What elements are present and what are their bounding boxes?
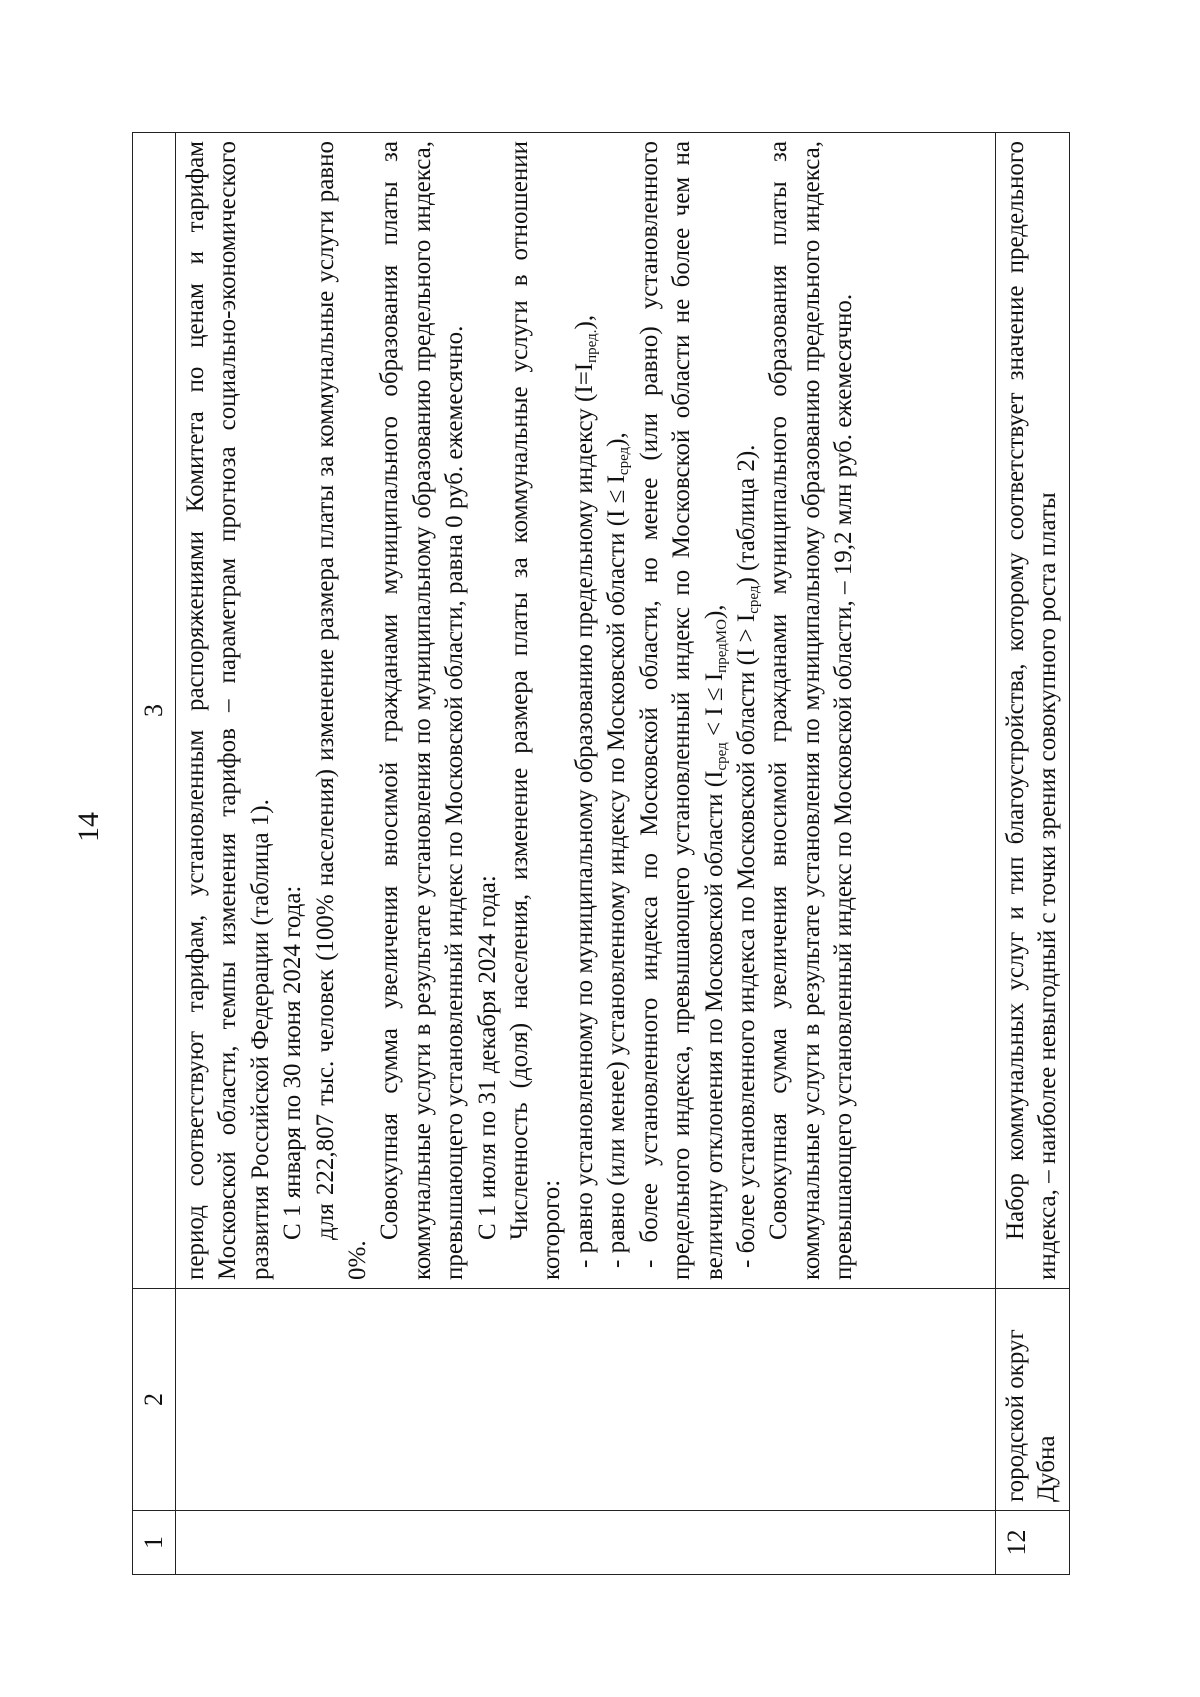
paragraph: Совокупная сумма увеличения вносимой гражданами муниципального образования платы за коммунальные услуги в результате установления по муниципальному образованию предельного индекса, превышающего установленный индекс по Московской области, равна 0 руб. ежемесячно. [376, 141, 469, 1280]
table-row [176, 133, 996, 1575]
municipality-name: городской округ Дубна [996, 1289, 1070, 1511]
document-table [132, 132, 1070, 1575]
row-text [996, 133, 1070, 1289]
paragraph: С 1 января по 30 июня 2024 года: [279, 885, 307, 1240]
paragraph: для 222,807 тыс. человек (100% населения) изменение размера платы за коммунальные услуги равно 0%. [311, 141, 372, 1280]
list-item: - более установленного индекса по Московской области $(I > I_{сред})$ (таблица 2). [732, 444, 762, 1268]
table-row [996, 133, 1070, 1575]
paragraph: Набор коммунальных услуг и тип благоустройства, которому соответствует значение предельного индекса, – наиболее невыгодный с точки зрения совокупного роста платы [1002, 141, 1062, 1280]
row-number: 12 [996, 1511, 1070, 1575]
paragraph: период соответствуют тарифам, установленным распоряжениями Комитета по ценам и тарифам Московской области, темпы изменения тарифов – параметрам прогноза социально-экономического развития Российской Федерации (таблица 1). [182, 141, 274, 1280]
paragraph: С 1 июля по 31 декабря 2024 года: [473, 875, 501, 1240]
list-item: - равно установленному по муниципальному образованию предельному индексу $(I=I_{пред.})$, [570, 314, 600, 1268]
paragraph: Численность (доля) населения, изменение размера платы за коммунальные услуги в отношении которого: [506, 141, 566, 1280]
row-number [176, 1511, 996, 1575]
page-number: 14 [72, 812, 105, 842]
table-header-row [133, 133, 176, 1575]
list-item: - более установленного индекса по Московской области, но менее (или равно) установленного предельного индекса, превышающего установленный индекс по Московской области не более чем на величину отклонения по Московской области $(I_{сред} < I \le I_{предМО})$, [635, 141, 730, 1280]
municipality-name [176, 1289, 996, 1511]
paragraph: Совокупная сумма увеличения вносимой гражданами муниципального образования платы за коммунальные услуги в результате установления по муниципальному образованию предельного индекса, превышающего установленный индекс по Московской области, – 19,2 млн руб. ежемесячно. [765, 141, 858, 1280]
header-cell: 3 [133, 133, 176, 1289]
header-cell: 2 [133, 1289, 176, 1511]
header-cell: 1 [133, 1511, 176, 1575]
list-item: - равно (или менее) установленному индексу по Московской области $(I \le I_{сред})$, [603, 432, 633, 1268]
row-text [176, 133, 996, 1289]
